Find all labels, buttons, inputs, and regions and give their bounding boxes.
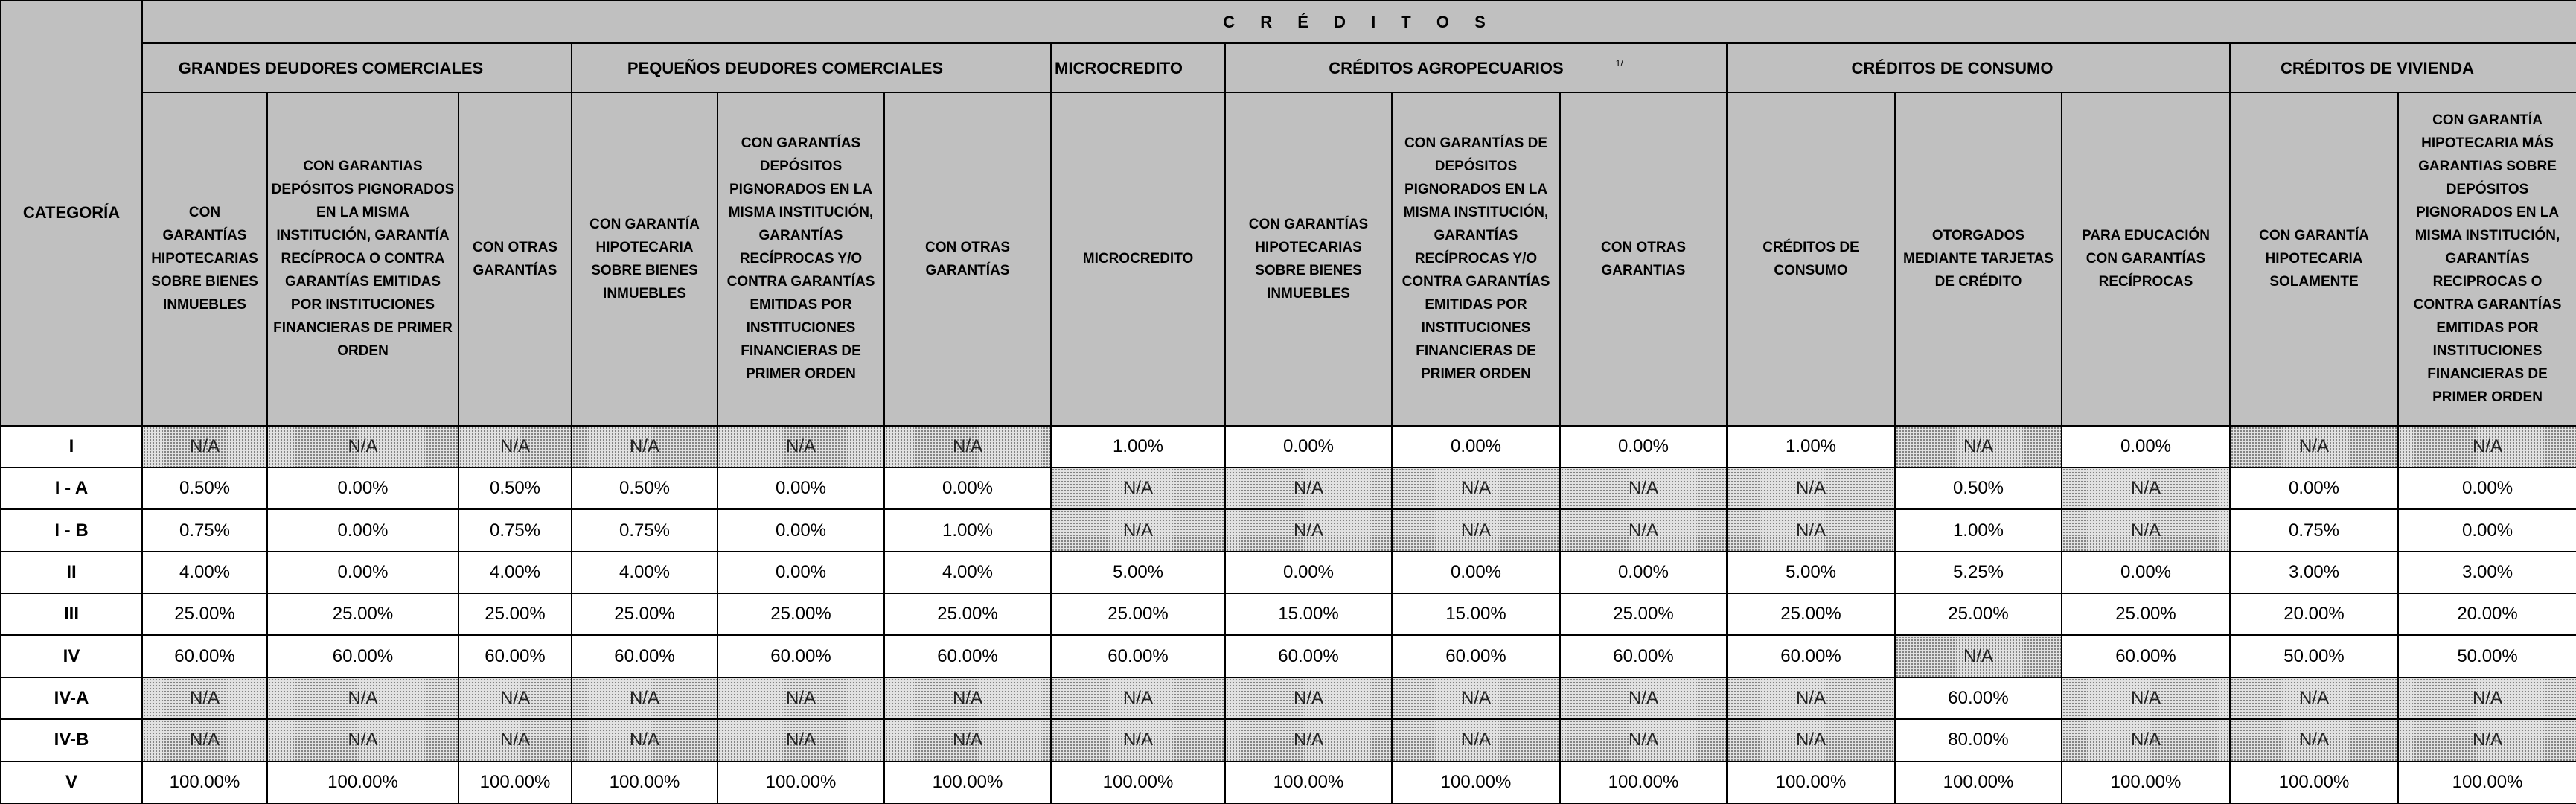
group-header-3	[1225, 43, 1727, 92]
group-header-label: CRÉDITOS DE VIVIENDA	[2281, 58, 2475, 77]
group-header-label: PEQUEÑOS DEUDORES COMERCIALES	[627, 58, 944, 77]
table-cell: 0.00%	[717, 552, 884, 593]
table-cell: N/A	[458, 677, 572, 719]
group-header-label: GRANDES DEUDORES COMERCIALES	[178, 58, 484, 77]
category-label: I - A	[1, 468, 142, 509]
table-cell: N/A	[572, 677, 717, 719]
table-cell: 25.00%	[1051, 593, 1225, 635]
table-cell: 0.00%	[1392, 426, 1560, 468]
table-cell: N/A	[1895, 635, 2062, 677]
credits-title: C R É D I T O S	[142, 1, 2576, 43]
table-cell: 100.00%	[884, 762, 1051, 803]
table-cell: 1.00%	[884, 509, 1051, 551]
table-cell: N/A	[2398, 677, 2576, 719]
table-cell: N/A	[1051, 509, 1225, 551]
table-cell: 0.00%	[1392, 552, 1560, 593]
table-cell: N/A	[1225, 509, 1392, 551]
table-cell: 0.75%	[142, 509, 267, 551]
table-cell: N/A	[1727, 719, 1895, 761]
table-cell: 1.00%	[1727, 426, 1895, 468]
table-cell: 20.00%	[2230, 593, 2398, 635]
table-cell: 0.00%	[717, 509, 884, 551]
table-cell: 100.00%	[1895, 762, 2062, 803]
table-cell: N/A	[1560, 719, 1727, 761]
table-cell: N/A	[2230, 426, 2398, 468]
table-row	[1, 509, 2576, 551]
column-header-13: CON GARANTÍA HIPOTECARIA SOLAMENTE	[2230, 92, 2398, 426]
table-cell: 100.00%	[1225, 762, 1392, 803]
column-header-7: CON GARANTÍAS HIPOTECARIAS SOBRE BIENES INMUEBLES	[1225, 92, 1392, 426]
table-cell: 0.00%	[2062, 552, 2230, 593]
group-header-label: CRÉDITOS DE CONSUMO	[1851, 58, 2054, 77]
table-cell: 100.00%	[1727, 762, 1895, 803]
table-cell: N/A	[458, 426, 572, 468]
table-cell: N/A	[1727, 509, 1895, 551]
table-cell: N/A	[1392, 509, 1560, 551]
table-cell: 60.00%	[1560, 635, 1727, 677]
table-cell: N/A	[1225, 468, 1392, 509]
table-cell: 25.00%	[2062, 593, 2230, 635]
table-cell: 50.00%	[2230, 635, 2398, 677]
table-cell: N/A	[458, 719, 572, 761]
column-header-5: CON OTRAS GARANTÍAS	[884, 92, 1051, 426]
table-cell: 25.00%	[572, 593, 717, 635]
table-cell: 0.00%	[2398, 468, 2576, 509]
table-cell: 100.00%	[2398, 762, 2576, 803]
table-cell: N/A	[267, 719, 458, 761]
table-cell: 60.00%	[884, 635, 1051, 677]
table-cell: N/A	[267, 426, 458, 468]
table-cell: 0.50%	[1895, 468, 2062, 509]
table-cell: 100.00%	[142, 762, 267, 803]
table-cell: N/A	[2062, 468, 2230, 509]
category-label: IV-A	[1, 677, 142, 719]
table-cell: 3.00%	[2230, 552, 2398, 593]
table-cell: N/A	[2062, 719, 2230, 761]
table-cell: 0.50%	[458, 468, 572, 509]
table-cell: N/A	[1727, 677, 1895, 719]
table-cell: N/A	[1051, 719, 1225, 761]
table-cell: 25.00%	[142, 593, 267, 635]
table-cell: 25.00%	[458, 593, 572, 635]
table-cell: 4.00%	[142, 552, 267, 593]
table-cell: N/A	[2062, 677, 2230, 719]
table-cell: N/A	[142, 677, 267, 719]
column-header-6: MICROCREDITO	[1051, 92, 1225, 426]
table-cell: 25.00%	[717, 593, 884, 635]
table-row	[1, 635, 2576, 677]
table-row	[1, 762, 2576, 803]
table-cell: 60.00%	[1895, 677, 2062, 719]
table-cell: N/A	[142, 426, 267, 468]
table-row	[1, 552, 2576, 593]
table-cell: 60.00%	[142, 635, 267, 677]
table-cell: 0.00%	[267, 509, 458, 551]
table-cell: N/A	[2062, 509, 2230, 551]
table-cell: 0.00%	[2062, 426, 2230, 468]
table-cell: N/A	[884, 426, 1051, 468]
group-header-label: MICROCREDITO	[1055, 58, 1183, 77]
column-header-0: CON GARANTÍAS HIPOTECARIAS SOBRE BIENES INMUEBLES	[142, 92, 267, 426]
table-cell: 100.00%	[1051, 762, 1225, 803]
table-cell: N/A	[1392, 677, 1560, 719]
table-cell: N/A	[2398, 426, 2576, 468]
group-header-0	[142, 43, 572, 92]
group-header-5	[2230, 43, 2576, 92]
table-cell: 60.00%	[572, 635, 717, 677]
table-cell: N/A	[1895, 426, 2062, 468]
table-cell: 60.00%	[1051, 635, 1225, 677]
table-cell: 60.00%	[458, 635, 572, 677]
table-cell: N/A	[884, 677, 1051, 719]
table-cell: 60.00%	[2062, 635, 2230, 677]
table-row	[1, 468, 2576, 509]
table-cell: 80.00%	[1895, 719, 2062, 761]
table-cell: 1.00%	[1051, 426, 1225, 468]
column-header-11: OTORGADOS MEDIANTE TARJETAS DE CRÉDITO	[1895, 92, 2062, 426]
table-cell: 0.00%	[2230, 468, 2398, 509]
table-cell: 60.00%	[1225, 635, 1392, 677]
table-cell: N/A	[1560, 509, 1727, 551]
category-label: III	[1, 593, 142, 635]
table-cell: 0.75%	[2230, 509, 2398, 551]
column-header-1: CON GARANTIAS DEPÓSITOS PIGNORADOS EN LA MISMA INSTITUCIÓN, GARANTÍA RECÍPROCA O CONTRA GARANTÍAS EMITIDAS POR INSTITUCIONES FINANCIERAS DE PRIMER ORDEN	[267, 92, 458, 426]
column-header-14: CON GARANTÍA HIPOTECARIA MÁS GARANTIAS SOBRE DEPÓSITOS PIGNORADOS EN LA MISMA INSTITUCIÓN, GARANTÍAS RECIPROCAS O CONTRA GARANTÍAS EMITIDAS POR INSTITUCIONES FINANCIERAS DE PRIMER ORDEN	[2398, 92, 2576, 426]
table-cell: 100.00%	[267, 762, 458, 803]
table-cell: 0.00%	[1560, 426, 1727, 468]
table-cell: 100.00%	[1560, 762, 1727, 803]
table-cell: N/A	[884, 719, 1051, 761]
table-cell: N/A	[717, 426, 884, 468]
table-cell: 0.00%	[884, 468, 1051, 509]
table-cell: 4.00%	[884, 552, 1051, 593]
table-cell: 100.00%	[717, 762, 884, 803]
table-cell: 5.00%	[1727, 552, 1895, 593]
column-header-10: CRÉDITOS DE CONSUMO	[1727, 92, 1895, 426]
group-header-4	[1727, 43, 2230, 92]
table-row	[1, 593, 2576, 635]
table-cell: 0.75%	[572, 509, 717, 551]
table-cell: 5.00%	[1051, 552, 1225, 593]
table-cell: 0.00%	[267, 552, 458, 593]
table-cell: N/A	[1392, 719, 1560, 761]
table-cell: 0.00%	[1225, 552, 1392, 593]
table-cell: 100.00%	[2062, 762, 2230, 803]
category-label: II	[1, 552, 142, 593]
table-row	[1, 426, 2576, 468]
table-cell: 60.00%	[1392, 635, 1560, 677]
table-cell: 25.00%	[1727, 593, 1895, 635]
category-label: IV	[1, 635, 142, 677]
table-cell: 60.00%	[717, 635, 884, 677]
table-cell: 1.00%	[1895, 509, 2062, 551]
table-cell: N/A	[2230, 719, 2398, 761]
table-cell: N/A	[572, 719, 717, 761]
group-header-1	[572, 43, 1051, 92]
table-cell: 100.00%	[572, 762, 717, 803]
table-cell: N/A	[717, 677, 884, 719]
column-header-4: CON GARANTÍAS DEPÓSITOS PIGNORADOS EN LA MISMA INSTITUCIÓN, GARANTÍAS RECÍPROCAS Y/O CONTRA GARANTÍAS EMITIDAS POR INSTITUCIONES FINANCIERAS DE PRIMER ORDEN	[717, 92, 884, 426]
table-cell: N/A	[1392, 468, 1560, 509]
table-cell: N/A	[267, 677, 458, 719]
table-cell: N/A	[1727, 468, 1895, 509]
table-cell: N/A	[1225, 719, 1392, 761]
category-label: V	[1, 762, 142, 803]
category-label: IV-B	[1, 719, 142, 761]
table-cell: 0.50%	[142, 468, 267, 509]
group-header-label: CRÉDITOS AGROPECUARIOS	[1329, 58, 1564, 77]
table-cell: 5.25%	[1895, 552, 2062, 593]
category-header: CATEGORÍA	[1, 1, 142, 426]
table-cell: 4.00%	[572, 552, 717, 593]
table-cell: N/A	[717, 719, 884, 761]
table-cell: 50.00%	[2398, 635, 2576, 677]
column-header-8: CON GARANTÍAS DE DEPÓSITOS PIGNORADOS EN LA MISMA INSTITUCIÓN, GARANTÍAS RECÍPROCAS Y/O CONTRA GARANTÍAS EMITIDAS POR INSTITUCIONES FINANCIERAS DE PRIMER ORDEN	[1392, 92, 1560, 426]
table-cell: 100.00%	[1392, 762, 1560, 803]
table-cell: 4.00%	[458, 552, 572, 593]
column-header-2: CON OTRAS GARANTÍAS	[458, 92, 572, 426]
table-row	[1, 719, 2576, 761]
table-cell: 25.00%	[884, 593, 1051, 635]
table-cell: 60.00%	[1727, 635, 1895, 677]
table-cell: N/A	[2398, 719, 2576, 761]
table-cell: 25.00%	[1895, 593, 2062, 635]
table-cell: 3.00%	[2398, 552, 2576, 593]
table-cell: 15.00%	[1392, 593, 1560, 635]
table-cell: N/A	[1051, 677, 1225, 719]
table-cell: 0.75%	[458, 509, 572, 551]
category-label: I - B	[1, 509, 142, 551]
table-cell: N/A	[2230, 677, 2398, 719]
column-header-12: PARA EDUCACIÓN CON GARANTÍAS RECÍPROCAS	[2062, 92, 2230, 426]
table-cell: 25.00%	[267, 593, 458, 635]
table-cell: 20.00%	[2398, 593, 2576, 635]
group-header-2	[1051, 43, 1225, 92]
table-cell: 0.00%	[1560, 552, 1727, 593]
table-cell: N/A	[1560, 677, 1727, 719]
table-cell: 0.00%	[267, 468, 458, 509]
table-cell: 0.00%	[2398, 509, 2576, 551]
table-cell: 0.00%	[1225, 426, 1392, 468]
table-cell: 15.00%	[1225, 593, 1392, 635]
column-header-9: CON OTRAS GARANTIAS	[1560, 92, 1727, 426]
table-cell: 0.50%	[572, 468, 717, 509]
table-cell: 0.00%	[717, 468, 884, 509]
group-footnote-marker: 1/	[1615, 57, 1623, 68]
table-cell: N/A	[1560, 468, 1727, 509]
table-cell: N/A	[142, 719, 267, 761]
table-row	[1, 677, 2576, 719]
category-label: I	[1, 426, 142, 468]
table-cell: N/A	[1225, 677, 1392, 719]
table-cell: N/A	[572, 426, 717, 468]
table-cell: 100.00%	[458, 762, 572, 803]
column-header-3: CON GARANTÍA HIPOTECARIA SOBRE BIENES INMUEBLES	[572, 92, 717, 426]
table-cell: 100.00%	[2230, 762, 2398, 803]
table-cell: N/A	[1051, 468, 1225, 509]
table-cell: 60.00%	[267, 635, 458, 677]
table-cell: 25.00%	[1560, 593, 1727, 635]
